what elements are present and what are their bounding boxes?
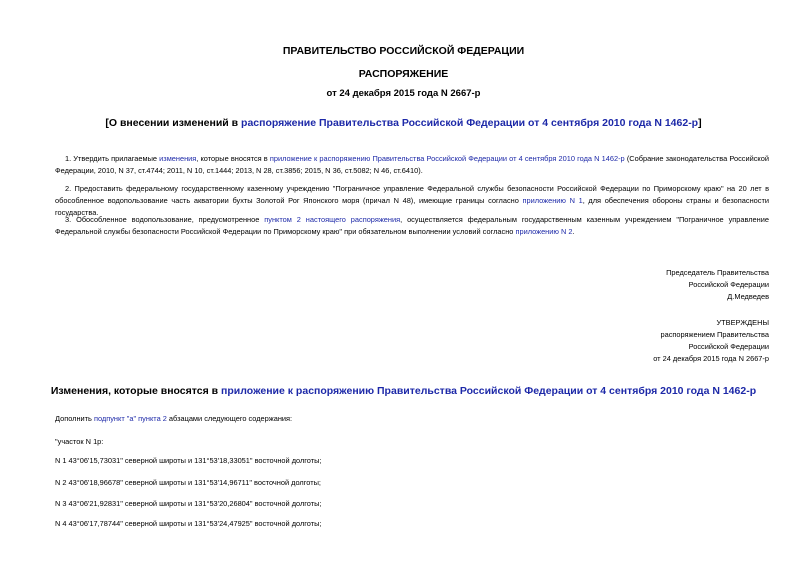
signature-name: Д.Медведев [727,292,769,301]
coordinate-line-4: N 4 43°06'17,78744" северной широты и 131°53'24,47925" восточной долготы; [55,519,322,528]
title-suffix: ] [698,117,702,129]
coordinate-line-2: N 2 43°06'18,96678" северной широты и 131°53'14,96711" восточной долготы; [55,478,321,487]
paragraph-3-text-3: . [572,227,575,236]
paragraph-3-text-1: 3. Обособленное водопользование, предусмотренное [65,215,265,224]
document-title [0,117,807,129]
link-appendix-1[interactable]: приложению N 1 [522,196,583,205]
approval-line-3: Российской Федерации [688,342,769,351]
document-type-heading: РАСПОРЯЖЕНИЕ [358,68,449,80]
changes-intro-text-1: Дополнить [55,414,94,423]
paragraph-1-text-1: 1. Утвердить прилагаемые [65,154,160,163]
paragraph-2-text-2: , для обеспечения обороны страны и безопасности государства. [55,196,769,217]
paragraph-2-text-1: 2. Предоставить федеральному государственному казенному учреждению "Пограничное управление Федеральной службы безопасности Российской Федерации по Приморскому краю" на 20 лет в обособленное водопользование часть акватории бухты Золотой Рог Японского моря (причал N 48), имеющие границы согласно [55,184,769,205]
changes-title-link[interactable]: приложение к распоряжению Правительства Российской Федерации от 4 сентября 2010 года N 1462-р [221,385,757,397]
link-changes[interactable]: изменения [159,154,197,163]
document-date-number: от 24 декабря 2015 года N 2667-р [326,88,481,99]
changes-intro-text-2: абзацами следующего содержания: [166,414,293,423]
link-item-2[interactable]: пунктом 2 настоящего распоряжения [264,215,401,224]
paragraph-1 [55,153,769,177]
site-heading: "участок N 1р: [55,437,104,446]
link-annex-order-1462[interactable]: приложение к распоряжению Правительства Российской Федерации от 4 сентября 2010 года N 1462-р [269,154,625,163]
link-subitem-a-item-2[interactable]: подпункт "а" пункта 2 [93,414,167,423]
paragraph-3-text-2: , осуществляется федеральным государственным казенным учреждением "Пограничное управление Федеральной службы безопасности Российской Федерации по Приморскому краю" при обязательном выполнении условий согласно [55,215,769,236]
coordinate-line-1: N 1 43°06'15,73031" северной широты и 131°53'18,33051" восточной долготы; [55,456,322,465]
paragraph-3 [55,214,769,238]
changes-title [0,385,807,397]
title-link-order-1462[interactable]: распоряжение Правительства Российской Федерации от 4 сентября 2010 года N 1462-р [241,117,699,129]
signature-block [666,267,769,303]
changes-intro [55,413,292,425]
government-heading: ПРАВИТЕЛЬСТВО РОССИЙСКОЙ ФЕДЕРАЦИИ [282,45,525,57]
approval-block [653,317,769,365]
signature-position: Председатель Правительства [666,268,769,277]
approval-line-2: распоряжением Правительства [660,330,769,339]
link-appendix-2[interactable]: приложению N 2 [515,227,573,236]
paragraph-1-text-3: (Собрание законодательства Российской Федерации, 2010, N 37, ст.4744; 2011, N 10, ст.1444; 2013, N 28, ст.3856; 2015, N 36, ст.5082; N 46, ст.6410). [55,154,769,175]
approval-title: УТВЕРЖДЕНЫ [716,318,769,327]
title-prefix: [О внесении изменений в [105,117,242,129]
changes-title-prefix: Изменения, которые вносятся в [50,385,222,397]
approval-line-4: от 24 декабря 2015 года N 2667-р [653,354,769,363]
coordinate-line-3: N 3 43°06'21,92831" северной широты и 131°53'20,26804" восточной долготы; [55,499,322,508]
signature-country: Российской Федерации [688,280,769,289]
paragraph-1-text-2: , которые вносятся в [196,154,270,163]
